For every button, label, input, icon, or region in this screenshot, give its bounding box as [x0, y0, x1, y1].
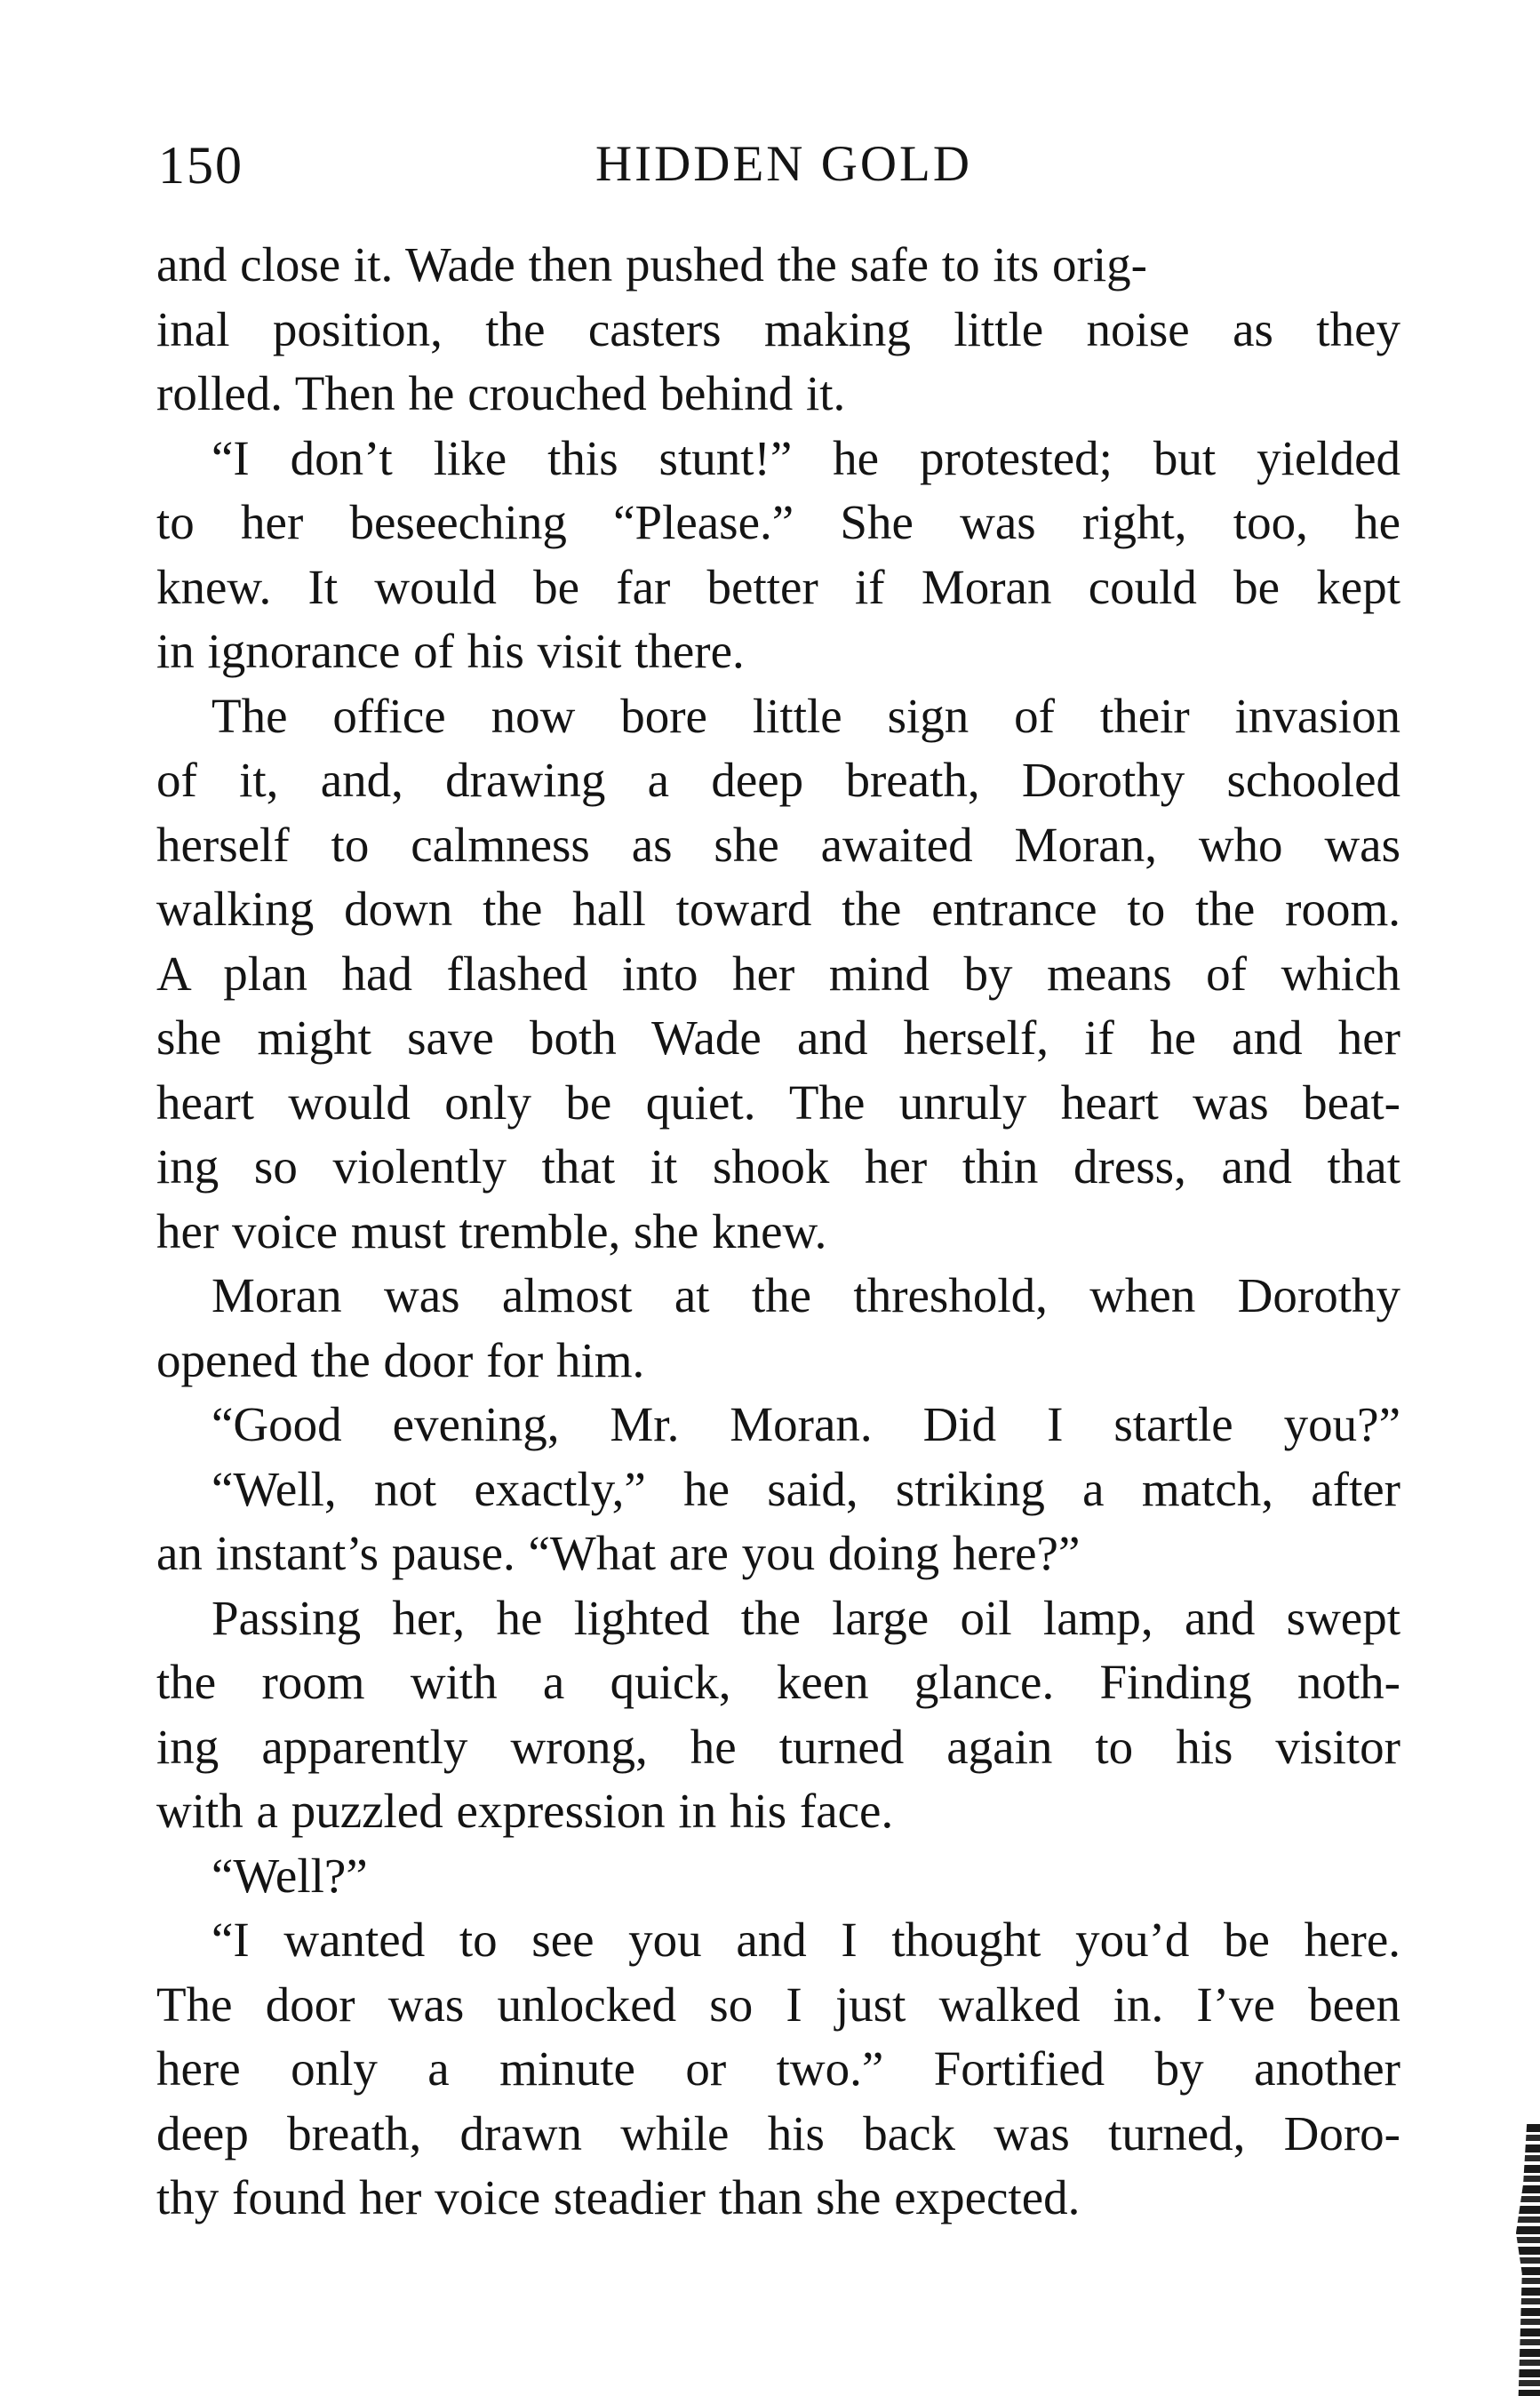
text-line: herself to calmness as she awaited Moran, who was: [156, 817, 1400, 872]
text-line: heart would only be quiet. The unruly heart was beat-: [156, 1074, 1400, 1130]
text-line: ing apparently wrong, he turned again to his visitor: [156, 1719, 1400, 1774]
text-line: opened the door for him.: [156, 1332, 645, 1387]
page-number: 150: [158, 136, 243, 195]
text-line: she might save both Wade and herself, if he and her: [156, 1010, 1400, 1065]
text-line: her voice must tremble, she knew.: [156, 1203, 827, 1258]
text-line: ing so violently that it shook her thin dress, and that: [156, 1139, 1400, 1194]
running-head: [158, 135, 1400, 206]
running-title: HIDDEN GOLD: [594, 136, 972, 192]
text-line: and close it. Wade then pushed the safe to its orig-: [156, 237, 1147, 292]
text-line: here only a minute or two.” Fortified by another: [156, 2041, 1400, 2096]
body-text: [156, 233, 1400, 2231]
text-line: The door was unlocked so I just walked in. I’ve been: [156, 1977, 1400, 2032]
text-line: The office now bore little sign of their invasion: [211, 688, 1400, 743]
text-line: thy found her voice steadier than she expected.: [156, 2170, 1081, 2224]
text-line: of it, and, drawing a deep breath, Dorothy schooled: [156, 753, 1400, 807]
text-line: walking down the hall toward the entrance to the room.: [156, 882, 1400, 936]
page-edge-scan-artifact: [1516, 2124, 1540, 2396]
text-line: knew. It would be far better if Moran could be kept: [156, 559, 1400, 614]
text-line: Passing her, he lighted the large oil lamp, and swept: [211, 1590, 1400, 1645]
text-line: “Good evening, Mr. Moran. Did I startle you?”: [211, 1397, 1400, 1451]
text-line: “Well?”: [211, 1848, 368, 1903]
text-line: A plan had flashed into her mind by means of which: [156, 946, 1400, 1001]
text-line: with a puzzled expression in his face.: [156, 1784, 894, 1838]
text-line: “I wanted to see you and I thought you’d be here.: [211, 1913, 1400, 1967]
text-line: inal position, the casters making little noise as they: [156, 301, 1400, 356]
text-line: to her beseeching “Please.” She was right, too, he: [156, 495, 1400, 549]
text-line: “Well, not exactly,” he said, striking a match, after: [211, 1461, 1400, 1516]
text-line: an instant’s pause. “What are you doing here?”: [156, 1526, 1081, 1580]
text-line: in ignorance of his visit there.: [156, 624, 745, 678]
text-line: the room with a quick, keen glance. Finding noth-: [156, 1655, 1400, 1709]
text-line: Moran was almost at the threshold, when Dorothy: [211, 1268, 1400, 1322]
text-line: deep breath, drawn while his back was turned, Doro-: [156, 2105, 1400, 2160]
text-line: rolled. Then he crouched behind it.: [156, 366, 846, 420]
text-line: “I don’t like this stunt!” he protested; but yielded: [211, 430, 1400, 485]
